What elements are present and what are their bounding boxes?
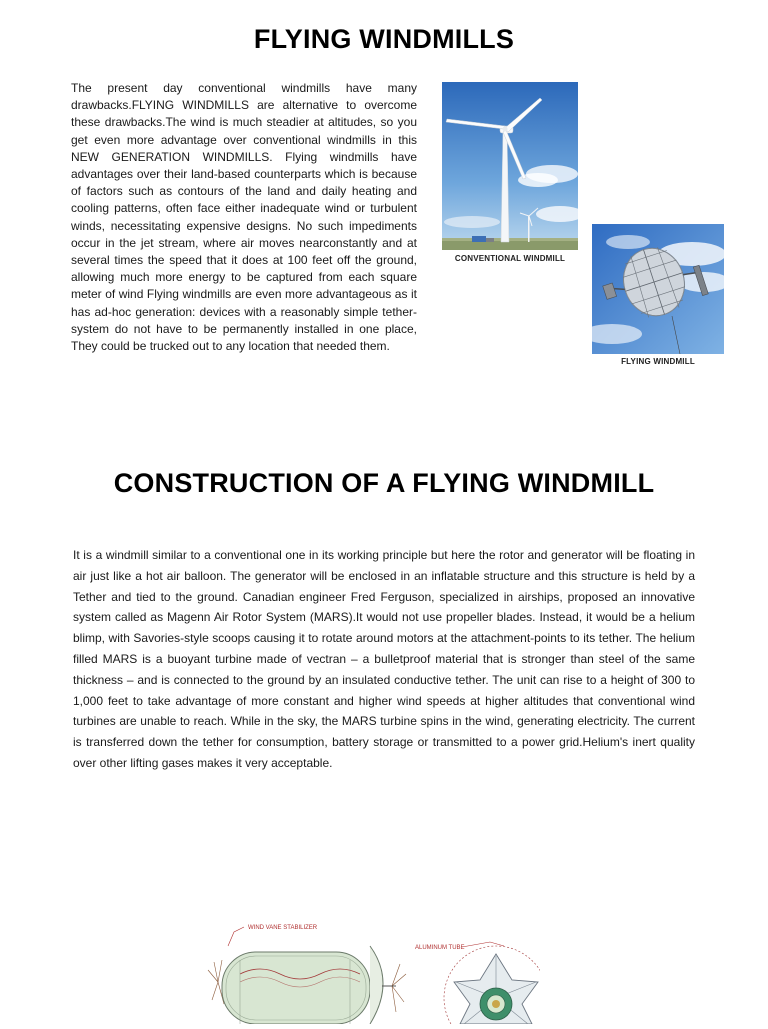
diagram-label-aluminum-tube: ALUMINUM TUBE <box>415 945 465 951</box>
section-title: CONSTRUCTION OF A FLYING WINDMILL <box>113 468 655 498</box>
intro-paragraph: The present day conventional windmills have many drawbacks.FLYING WINDMILLS are alternative to overcome these drawbacks.The wind is much steadier at altitudes, so you get even more advantage over conventional windmills in this NEW GENERATION WINDMILLS. Flying windmills have advantages over their land-based counterparts which is because of factors such as contours of the land and daily heating and cooling patterns, often face either inadequate wind or turbulent winds, necessitating expensive designs. No such impediments occur in the jet stream, where air moves nearconstantly and at several times the speed that it does at 100 feet off the ground, allowing much more energy to be captured from each square meter of wind Flying windmills are even more advantageous as it has ad-hoc generation: devices with a reasonably simple tether-system do not have to be permanently installed in one place, They could be trucked out to any location that needed them. <box>71 81 417 354</box>
conventional-windmill-photo <box>442 82 578 250</box>
flying-windmill-caption: FLYING WINDMILL <box>621 357 695 366</box>
construction-paragraph: It is a windmill similar to a conventional one in its working principle but here the rotor and generator will be floating in air just like a hot air balloon. The generator will be enclosed in an inflatable structure and this structure is held by a Tether and tied to the ground. Canadian engineer Fred Ferguson, specialized in airships, proposed an innovative system called as Magenn Air Rotor System (MARS).It would not use propeller blades. Instead, it would be a helium blimp, with Savories-style scoops causing it to rotate around motors at the attachment-points to its tether. The helium filled MARS is a buoyant turbine made of vectran – a bulletproof material that is stronger than steel of the same thickness – and is connected to the ground by an insulated conductive tether. The unit can rise to a height of 300 to 1,000 feet to take advantage of more constant and higher wind speeds at higher altitudes that conventional wind turbines are unable to reach. While in the sky, the MARS turbine spins in the wind, generating electricity. The current is transferred down the tether for consumption, battery storage or transmitted to a power grid.Helium's inert quality over other lifting gases makes it very acceptable. <box>73 548 695 770</box>
page-title: FLYING WINDMILLS <box>253 24 515 54</box>
diagram-label-wind-vane: WIND VANE STABILIZER <box>248 925 318 931</box>
construction-diagram <box>200 912 540 1024</box>
flying-windmill-photo <box>592 224 724 354</box>
conventional-windmill-caption: CONVENTIONAL WINDMILL <box>454 254 566 263</box>
